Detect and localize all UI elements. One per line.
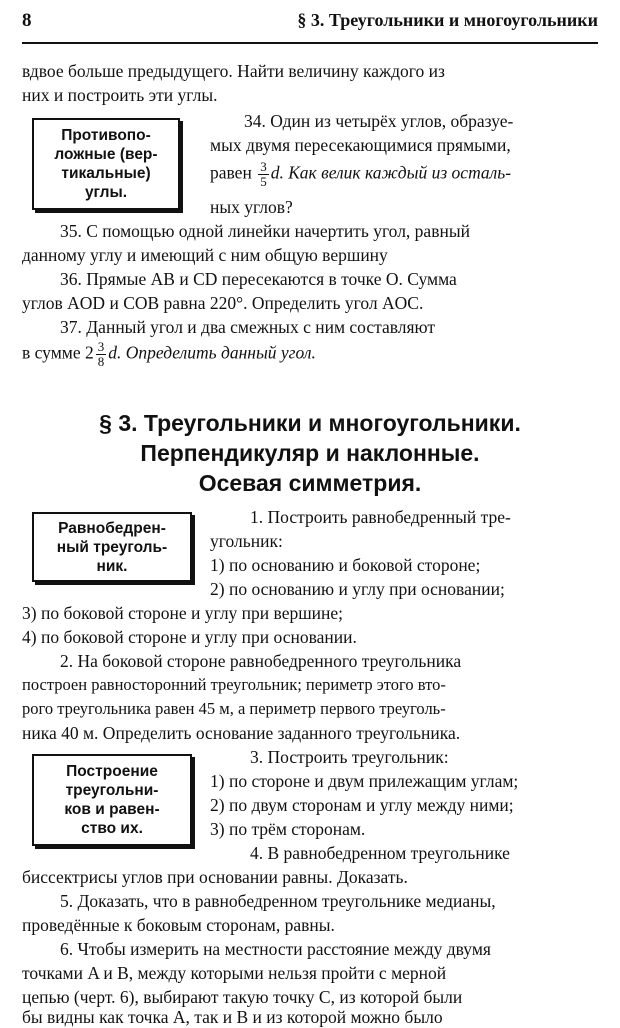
problem-4-line: 4. В равнобедренном треугольнике xyxy=(250,843,510,863)
problem-4-line: биссектрисы углов при основании равны. Доказать. xyxy=(22,867,408,887)
problem-3-line: 3) по трём сторонам. xyxy=(210,819,366,839)
fraction xyxy=(258,160,269,189)
margin-note-isosceles xyxy=(32,512,192,582)
problem-34-line xyxy=(210,160,598,189)
problem-3-line: 2) по двум сторонам и углу между ними; xyxy=(210,795,514,815)
problem-1-line: 3) по боковой стороне и углу при вершине; xyxy=(22,603,344,623)
header-rule xyxy=(22,42,598,44)
text-line: вдвое больше предыдущего. Найти величину каждого из xyxy=(22,61,445,81)
margin-note-line: ков и равен- xyxy=(64,801,160,818)
margin-note-construction xyxy=(32,754,192,846)
problem-35-line: 35. С помощью одной линейки начертить угол, равный xyxy=(60,221,470,241)
problem-1-line: угольник: xyxy=(210,531,283,551)
page-number: 8 xyxy=(22,10,32,31)
problem-37-line xyxy=(22,340,598,369)
margin-note-line: углы. xyxy=(84,184,128,201)
problem-2-line: 2. На боковой стороне равнобедренного треугольника xyxy=(60,651,462,671)
margin-note-line: треугольни- xyxy=(65,782,159,799)
problem-35-line: данному углу и имеющий с ним общую вершину xyxy=(22,245,388,265)
fraction xyxy=(96,340,107,369)
problem-3-line: 1) по стороне и двум прилежащим углам; xyxy=(210,771,519,791)
margin-note-line: Противопо- xyxy=(61,127,151,144)
text-fragment: равен xyxy=(210,162,252,183)
margin-note-line: Построение xyxy=(66,763,158,780)
margin-note-vertical-angles xyxy=(32,118,180,210)
problem-6-line: точками A и B, между которыми нельзя пройти с мерной xyxy=(22,963,447,983)
text-fragment: d. Как велик каждый из осталь- xyxy=(270,162,512,183)
problem-37-line: 37. Данный угол и два смежных с ним составляют xyxy=(60,317,436,337)
problem-2-line: построен равносторонний треугольник; периметр этого вто- xyxy=(22,675,446,694)
problem-6-line: 6. Чтобы измерить на местности расстояние между двумя xyxy=(60,939,491,959)
problem-1-line: 2) по основанию и углу при основании; xyxy=(210,579,505,599)
problem-36-line: углов AOD и COB равна 220°. Определить угол AOC. xyxy=(22,293,424,313)
running-title: § 3. Треугольники и многоугольники xyxy=(297,10,598,30)
denominator: 5 xyxy=(260,174,267,189)
problem-1-line: 1. Построить равнобедренный тре- xyxy=(250,507,511,527)
problem-6-line: цепью (черт. 6), выбирают такую точку C, из которой были xyxy=(22,987,463,1007)
margin-note-line: ный треуголь- xyxy=(56,538,168,556)
problem-3-line: 3. Построить треугольник: xyxy=(250,747,449,767)
numerator: 3 xyxy=(97,339,105,354)
text-line: них и построить эти углы. xyxy=(22,85,218,105)
denominator: 8 xyxy=(97,354,105,369)
problem-2-line: ника 40 м. Определить основание заданного треугольника. xyxy=(22,723,461,743)
problem-2-line: рого треугольника равен 45 м, а периметр первого треуголь- xyxy=(22,699,446,718)
margin-note-line: тикальные) xyxy=(61,165,151,182)
problem-1-line: 1) по основанию и боковой стороне; xyxy=(210,555,481,575)
margin-note-line: ство их. xyxy=(81,820,143,837)
problem-1-line: 4) по боковой стороне и углу при основании. xyxy=(22,627,357,647)
section-title: Осевая симметрия. xyxy=(198,470,422,496)
text-fragment: в сумме 2 xyxy=(22,342,94,363)
problem-34-line: 34. Один из четырёх углов, образуе- xyxy=(244,111,514,131)
text-fragment: d. Определить данный угол. xyxy=(108,342,316,363)
margin-note-line: ник. xyxy=(96,557,128,575)
problem-36-line: 36. Прямые AB и CD пересекаются в точке O. Сумма xyxy=(60,269,457,289)
margin-note-line: Равнобедрен- xyxy=(58,519,166,537)
problem-5-line: проведённые к боковым сторонам, равны. xyxy=(22,915,335,935)
problem-34-line: мых двумя пересекающимися прямыми, xyxy=(210,135,511,155)
margin-note-line: ложные (вер- xyxy=(54,146,158,163)
section-title: § 3. Треугольники и многоугольники. xyxy=(99,410,521,436)
problem-6-line: бы видны как точка A, так и B и из которой можно было xyxy=(22,1007,443,1027)
section-title: Перпендикуляр и наклонные. xyxy=(140,440,480,466)
numerator: 3 xyxy=(260,159,267,174)
problem-5-line: 5. Доказать, что в равнобедренном треугольнике медианы, xyxy=(60,891,496,911)
problem-34-line: ных углов? xyxy=(210,197,293,217)
